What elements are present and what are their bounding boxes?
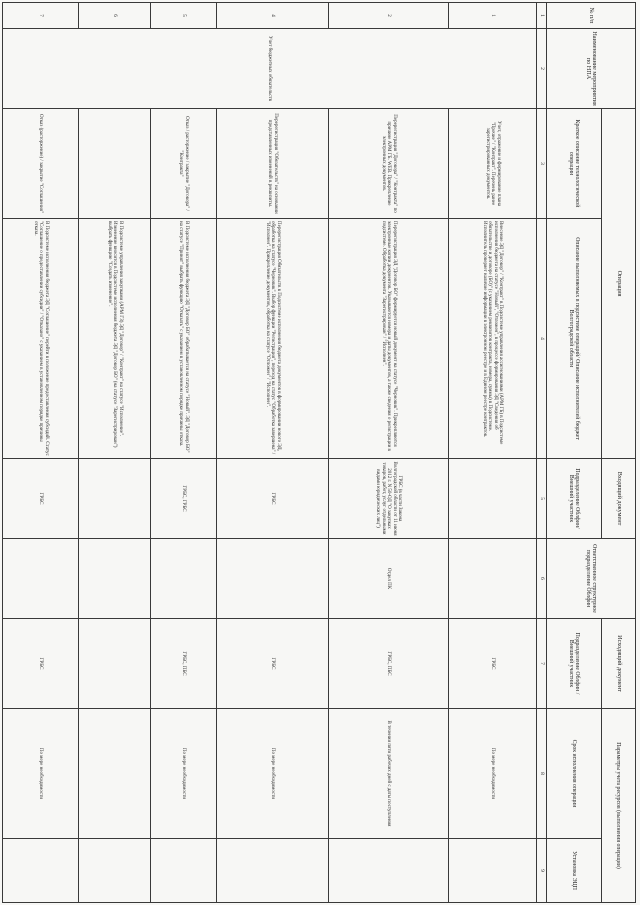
header-col-responsible: Ответственное структурное подразделение Облфин [547, 539, 636, 619]
row-deadline [79, 709, 151, 839]
header-group-input: Входящий документ [601, 459, 635, 539]
row-out-division: ГРБС, ПБС [151, 619, 217, 709]
table-row [217, 3, 329, 903]
row-short: Перерегистрация "Договора" / "Контракта" по причине АРМ ГБ. WEB. Прикрепление электронных документов. [329, 109, 449, 219]
col-number: 5 [537, 459, 547, 539]
table-row [329, 3, 449, 903]
col-number: 3 [537, 109, 547, 219]
row-deadline: По мере необходимости [151, 709, 217, 839]
header-col-out-division: Подразделение Облфин / Внешний участник [547, 619, 602, 709]
row-responsible [79, 539, 151, 619]
row-in-division: ГРБС (в части Закона Волгоградской области от 11 июня 2012 г. N 50-ОД "О закупках товаров, работ, услуг отдельными видами юридических лиц") [329, 459, 449, 539]
row-content: В Подсистеме исполнения бюджета ЭД "Соглашение" перейти в положение предоставления субсидий. Статус "Соглашение о предоставлении субсидии" / "Отказано" с указанием в установленном порядке причины отказа. [3, 219, 79, 459]
row-content: Перерегистрация Обязательств в Подсистеме исполнения бюджета документов в формировании нового ЭД, обработка на статусе "Черновик". Выбор функции "Регистрация", переход на статус "Обработка завершена" / "Исполнен". Прикрепление документов, обработка на статусе "Отложен" / "Исполнен". [217, 219, 329, 459]
col-number: 2 [537, 29, 547, 109]
row-number: 5 [151, 3, 217, 29]
row-content: В Подсистеме исполнения бюджета ЭД "Договор БО" обрабатывается на статусе "Новый". ЭД "Договор БО" на статусе "Принят" выбрать функцию "Отказать" с указанием в установленном порядке причины отказа. [151, 219, 217, 459]
col-number: 6 [537, 539, 547, 619]
table-row [3, 3, 79, 903]
row-deadline: По мере необходимости [449, 709, 537, 839]
row-out-division: ГРБС, ПБС [329, 619, 449, 709]
header-group-output: Исходящий документ [601, 619, 635, 709]
row-content: Перерегистрация ЭД "Договор БО" формируется новый документ на статусе "Черновик". Прикрепляются электронные копии документов. Указываются номера и даты документов, а также сведения о регистрации в подсистеме. Обработка документа "Зарегистрирован" / "Исполнен". [329, 219, 449, 459]
row-out-division: ГРБС [3, 619, 79, 709]
row-number: 1 [449, 3, 537, 29]
row-responsible [3, 539, 79, 619]
row-out-division: ГРБС [217, 619, 329, 709]
row-ep [449, 839, 537, 903]
row-ep [3, 839, 79, 903]
table-row [449, 3, 537, 903]
row-short [79, 109, 151, 219]
table-row [79, 3, 151, 903]
header-col-ep: Установка ЭЦП [547, 839, 602, 903]
header-group-operation: Операция [601, 109, 635, 459]
header-group-params: Параметры учета ресурсов (выполнения операции) [601, 709, 635, 903]
col-number: 1 [537, 3, 547, 29]
header-col-content: Описание выполняемых в подсистеме операций/ Описание исполнителей бюджет Волгоградской области [547, 219, 602, 459]
row-responsible [151, 539, 217, 619]
row-in-division [79, 459, 151, 539]
row-out-division: ГРБС [449, 619, 537, 709]
column-number-row [537, 3, 547, 903]
row-short: Отказ / расторжение / закрытие "Договора" / "Контракта" [151, 109, 217, 219]
col-number: 4 [537, 219, 547, 459]
col-number: 7 [537, 619, 547, 709]
row-responsible [449, 539, 537, 619]
row-deadline: По мере необходимости [3, 709, 79, 839]
rotated-table-sheet [2, 2, 636, 902]
header-col-num: № п/п [547, 3, 636, 29]
row-name: Учет бюджетных обязательств [3, 29, 537, 109]
operations-table [2, 2, 636, 903]
row-deadline: По мере необходимости [217, 709, 329, 839]
row-ep [329, 839, 449, 903]
row-ep [79, 839, 151, 903]
row-short: Перерегистрация "Обязательств" на основании представленных изменений в реквизиты. [217, 109, 329, 219]
header-col-short: Краткое описание технологической операции [547, 109, 602, 219]
row-number: 4 [217, 3, 329, 29]
row-in-division [449, 459, 537, 539]
row-in-division: ГРБС, ГРБС [151, 459, 217, 539]
row-ep [217, 839, 329, 903]
header-row-1 [601, 3, 635, 903]
row-number: 7 [3, 3, 79, 29]
table-row [151, 3, 217, 903]
row-short: Отказ (расторжение) / закрытие "Соглашения" [3, 109, 79, 219]
row-short: Учет, отражение и формирование плана "Прочие" / "Контракт". Перечень ранее зарегистрированных документов. [449, 109, 537, 219]
col-number: 8 [537, 709, 547, 839]
row-in-division: ГРБС [3, 459, 79, 539]
row-out-division [79, 619, 151, 709]
row-content: В Подсистеме управления закупками (АРМ ГЗ) ЭД "Договор" / "Контракт" на статусе "Исполнение". Изменение вносится в Подсистеме исполнения бюджета ЭД "Договор БО" (на статусе "Зарегистрирован") выбрать функцию "Создать изменение". [79, 219, 151, 459]
row-deadline: В течении пяти рабочих дней с даты поступления [329, 709, 449, 839]
row-responsible: Отдел ПК [329, 539, 449, 619]
header-row-2 [547, 3, 602, 903]
row-number: 2 [329, 3, 449, 29]
row-number: 6 [79, 3, 151, 29]
header-col-in-division: Подразделение Облфин/ Внешний участник [547, 459, 602, 539]
row-responsible [217, 539, 329, 619]
row-in-division: ГРБС [217, 459, 329, 539]
row-ep [151, 839, 217, 903]
row-content: Внесение ЭД "Договор" / "Контракт" в Подсистеме управления ассигнованиями (АРМ ГБ) в Подсистеме исполнения бюджета на статусе "Новый", "Отложен", в процессе формирования ЭД "Сведения об обязательстве и договоре (БО)" (с указанием реквизитов контракта, номера, суммы) в Подсистеме. Исполнитель проверяет наличие информации в электронном реестре и в Едином реестре контрактов. [449, 219, 537, 459]
header-col-deadline: Срок исполнения операции [547, 709, 602, 839]
col-number: 9 [537, 839, 547, 903]
header-col-name: Наименование мероприятия по НПА [547, 29, 636, 109]
